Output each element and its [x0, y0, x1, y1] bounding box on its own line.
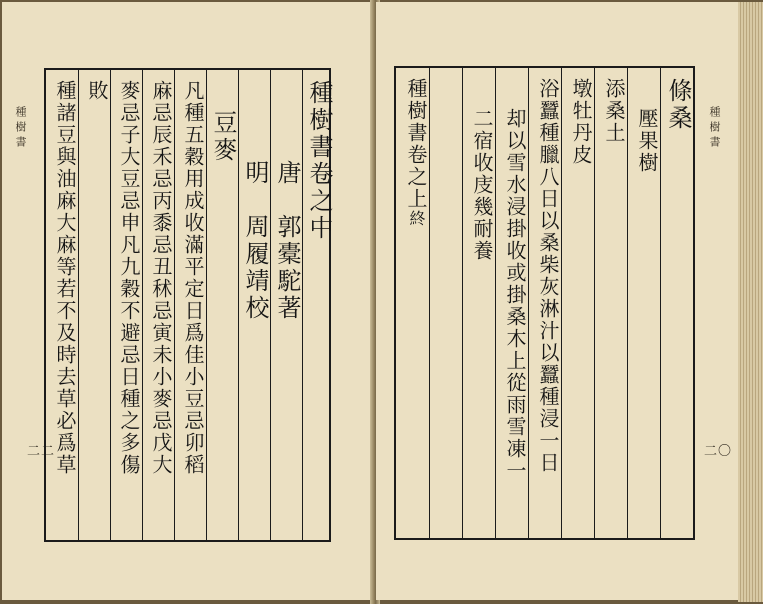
left-col-title: 種樹書卷之中 [305, 80, 333, 242]
left-col-text-5: 種諸豆與油麻大麻等若不及時去草必爲草 [53, 80, 77, 476]
right-col-heading-2: 壓果樹 [635, 108, 659, 174]
left-page [2, 2, 375, 600]
left-margin-title: 種樹書 [14, 106, 27, 151]
right-col-heading-3: 添桑土 [602, 78, 626, 144]
right-page-number: 二〇 [704, 444, 733, 459]
right-margin-title: 種樹書 [708, 106, 721, 151]
left-col-heading: 豆麥 [209, 110, 237, 164]
left-col-text-4: 敗 [85, 80, 109, 102]
page-edges [738, 2, 763, 602]
left-col-text-2: 麻忌辰禾忌丙黍忌丑秫忌寅未小麥忌戊大 [149, 80, 173, 476]
volume-end-title: 種樹書卷之上 [404, 78, 428, 210]
right-col-text-3: 二宿收庋幾耐養 [470, 108, 494, 262]
right-col-heading-1: 條桑 [664, 78, 692, 132]
left-col-editor: 明 周履靖校 [241, 160, 269, 322]
end-mark: 終 [407, 210, 426, 228]
left-col-text-3: 麥忌子大豆忌申凡九穀不避忌日種之多傷 [117, 80, 141, 476]
right-col-heading-4: 墩牡丹皮 [569, 78, 593, 166]
right-col-text-2: 却以雪水浸掛收或掛桑木上從雨雪凍一 [503, 108, 527, 482]
right-col-volume-end [402, 78, 430, 228]
left-text-frame [44, 68, 331, 542]
right-col-text-1: 浴蠶種臘八日以桑柴灰淋汁以蠶種浸一日 [536, 78, 560, 474]
left-col-author: 唐 郭橐駝著 [273, 160, 301, 322]
left-col-text-1: 凡種五穀用成收滿平定日爲佳小豆忌卯稻 [181, 80, 205, 476]
left-page-number: 二二 [27, 444, 56, 459]
right-text-frame [394, 66, 695, 540]
